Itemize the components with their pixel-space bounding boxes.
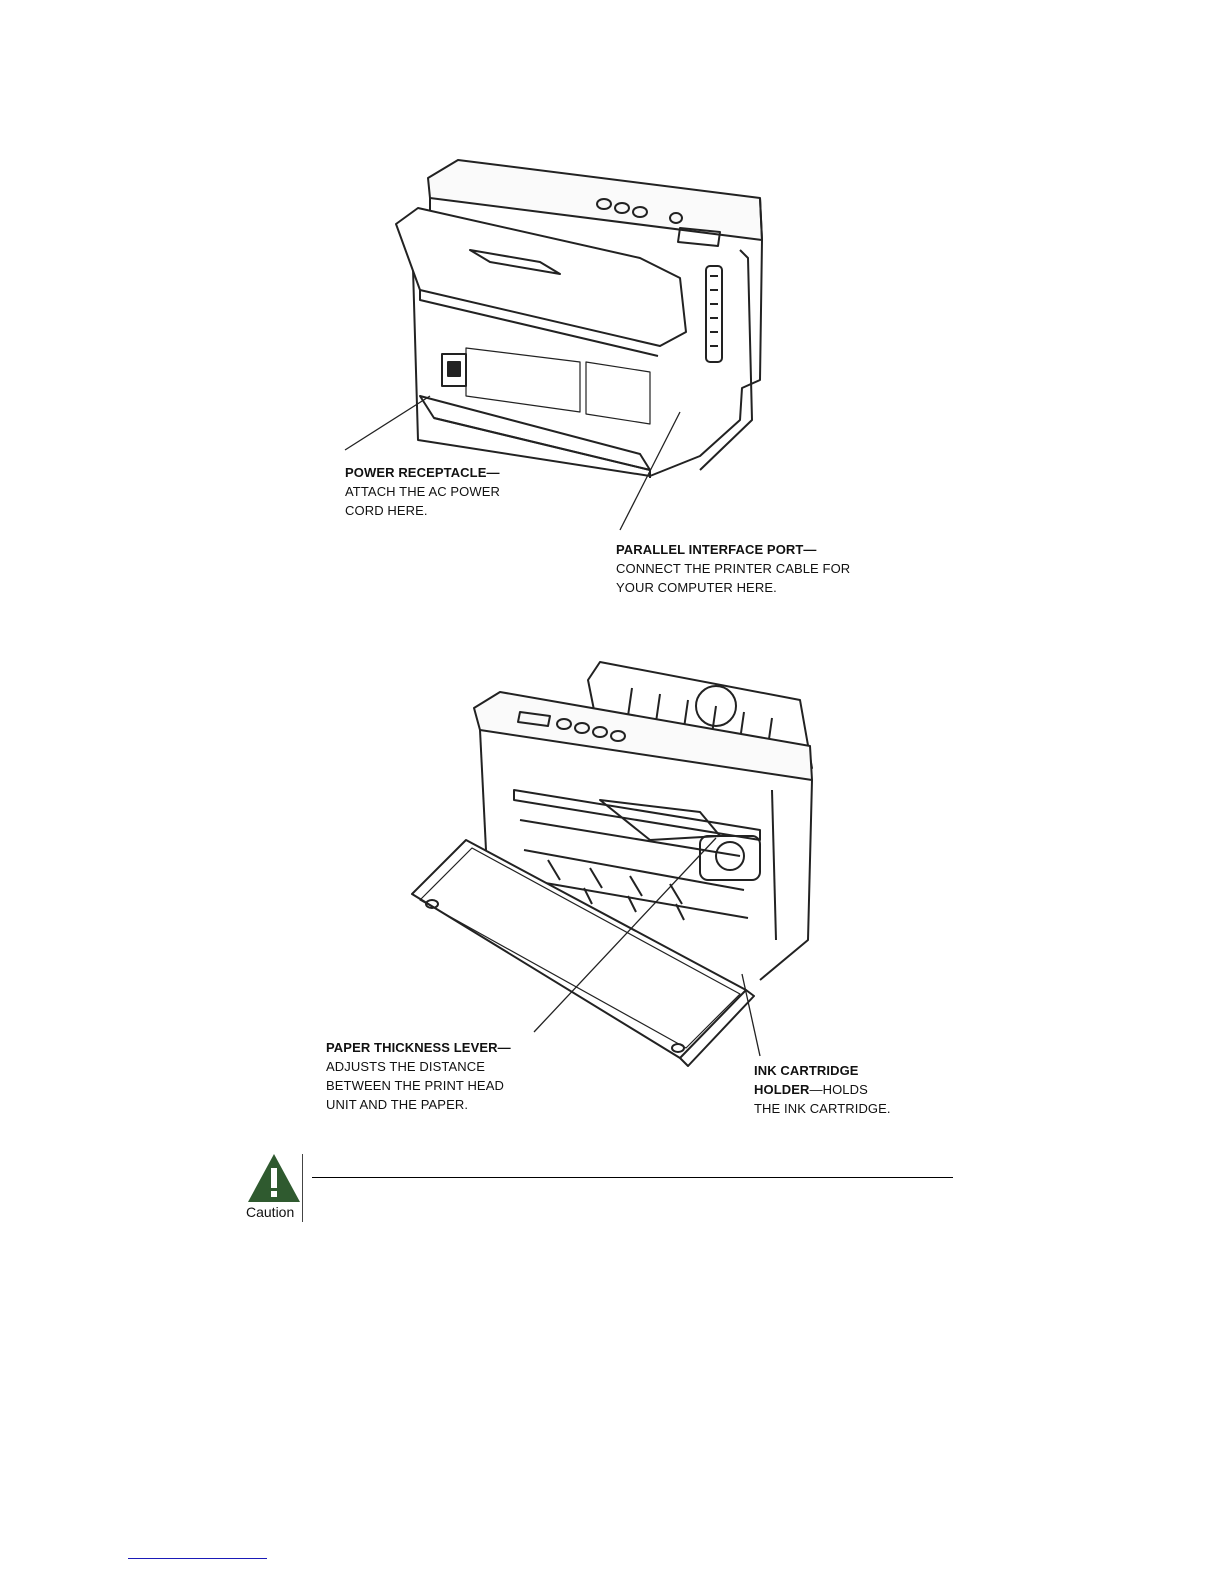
callout-title-2-rest: —HOLDS xyxy=(809,1082,868,1097)
caution-label: Caution xyxy=(246,1204,295,1220)
callout-body-line: CONNECT THE PRINTER CABLE FOR xyxy=(616,561,851,576)
callout-body-line: ATTACH THE AC POWER xyxy=(345,484,501,499)
caution-block xyxy=(244,1152,956,1224)
callout-title-2: HOLDER xyxy=(754,1082,810,1097)
callout-title: PARALLEL INTERFACE PORT— xyxy=(616,542,817,557)
callout-body-line: YOUR COMPUTER HERE. xyxy=(616,580,777,595)
warning-triangle-icon xyxy=(246,1152,302,1204)
caution-rule xyxy=(312,1177,953,1178)
caution-divider xyxy=(302,1154,303,1222)
callout-title: INK CARTRIDGE xyxy=(754,1063,859,1078)
callout-title: POWER RECEPTACLE— xyxy=(345,465,500,480)
footer-link-underline[interactable] xyxy=(128,1558,267,1559)
callout-title: PAPER THICKNESS LEVER— xyxy=(326,1040,511,1055)
callout-parallel-port xyxy=(616,540,850,597)
callout-paper-thickness-lever xyxy=(326,1038,511,1114)
callout-body-line: ADJUSTS THE DISTANCE xyxy=(326,1059,485,1074)
callout-body-line: BETWEEN THE PRINT HEAD xyxy=(326,1078,504,1093)
callout-body-line: UNIT AND THE PAPER. xyxy=(326,1097,469,1112)
callout-ink-cartridge-holder xyxy=(754,1061,891,1118)
callout-body-line: THE INK CARTRIDGE. xyxy=(754,1101,891,1116)
callout-body-line: CORD HERE. xyxy=(345,503,428,518)
callout-power-receptacle xyxy=(345,463,500,520)
